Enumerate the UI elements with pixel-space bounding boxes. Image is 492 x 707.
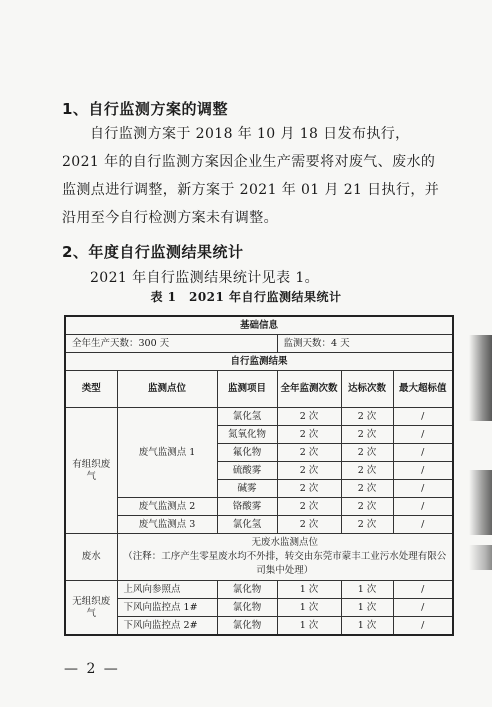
seal-edge-mark [469,470,492,535]
type-cell-organized: 有组织废气 [65,408,117,534]
compliant-cell: 2 次 [341,462,393,480]
basic-info-header: 基础信息 [65,316,453,335]
table-row [65,408,453,426]
table-row [65,534,453,581]
seal-edge-mark [469,335,492,421]
count-cell: 2 次 [277,444,341,462]
exceed-cell: / [393,498,453,516]
item-cell: 硫酸雾 [217,462,277,480]
results-header: 自行监测结果 [65,353,453,371]
col-header-type: 类型 [65,371,117,408]
table-row [65,316,453,335]
item-cell: 氟化物 [217,444,277,462]
count-cell: 2 次 [277,408,341,426]
exceed-cell: / [393,581,453,599]
point-cell: 下风向监控点 1# [117,599,217,617]
table-row [65,516,453,534]
count-cell: 2 次 [277,462,341,480]
col-header-point: 监测点位 [117,371,217,408]
col-header-max-exceed: 最大超标值 [393,371,453,408]
exceed-cell: / [393,444,453,462]
compliant-cell: 2 次 [341,444,393,462]
point-cell: 上风向参照点 [117,581,217,599]
type-cell-unorganized: 无组织废气 [65,581,117,636]
compliant-cell: 2 次 [341,480,393,498]
col-header-annual-count: 全年监测次数 [277,371,341,408]
item-cell: 氯化物 [217,581,277,599]
section-2-paragraph: 2021 年自行监测结果统计见表 1。 [90,270,320,286]
item-cell: 氯化物 [217,599,277,617]
table-row [65,498,453,516]
compliant-cell: 1 次 [341,581,393,599]
section-1-heading: 1、自行监测方案的调整 [62,100,228,118]
table-row [65,599,453,617]
item-cell: 氯化氢 [217,408,277,426]
point-cell: 下风向监控点 2# [117,617,217,636]
table-row [65,617,453,636]
exceed-cell: / [393,408,453,426]
count-cell: 1 次 [277,581,341,599]
page-number: — 2 — [64,661,120,677]
count-cell: 1 次 [277,617,341,636]
exceed-cell: / [393,516,453,534]
count-cell: 2 次 [277,480,341,498]
item-cell: 氯化物 [217,617,277,636]
section-2-heading: 2、年度自行监测结果统计 [62,243,244,261]
exceed-cell: / [393,480,453,498]
table-header-row [65,371,453,408]
col-header-compliant-count: 达标次数 [341,371,393,408]
wastewater-note-cell [117,534,453,581]
exceed-cell: / [393,462,453,480]
table-row [65,335,453,353]
compliant-cell: 2 次 [341,426,393,444]
point-cell: 废气监测点 1 [117,408,217,498]
type-cell-wastewater: 废水 [65,534,117,581]
count-cell: 2 次 [277,498,341,516]
item-cell: 铬酸雾 [217,498,277,516]
seal-edge-mark [469,545,492,570]
compliant-cell: 1 次 [341,617,393,636]
exceed-cell: / [393,426,453,444]
count-cell: 1 次 [277,599,341,617]
count-cell: 2 次 [277,426,341,444]
compliant-cell: 2 次 [341,498,393,516]
exceed-cell: / [393,599,453,617]
table-row [65,353,453,371]
col-header-item: 监测项目 [217,371,277,408]
item-cell: 碱雾 [217,480,277,498]
section-1-paragraph: 自行监测方案于 2018 年 10 月 18 日发布执行，2021 年的自行监测方案因企业生产需要将对废气、废水的监测点进行调整，新方案于 2021 年 01 月 21 日执行，并沿用至今自行检测方案未有调整。 [62,126,440,226]
compliant-cell: 2 次 [341,516,393,534]
compliant-cell: 2 次 [341,408,393,426]
table-row [65,581,453,599]
wastewater-line-1: 无废水监测点位 [251,537,319,548]
production-days-cell: 全年生产天数：300 天 [65,335,277,353]
item-cell: 氯化氢 [217,516,277,534]
count-cell: 2 次 [277,516,341,534]
exceed-cell: / [393,617,453,636]
point-cell: 废气监测点 2 [117,498,217,516]
point-cell: 废气监测点 3 [117,516,217,534]
compliant-cell: 1 次 [341,599,393,617]
item-cell: 氮氧化物 [217,426,277,444]
monitoring-days-cell: 监测天数：4 天 [277,335,453,353]
table-caption: 表 1 2021 年自行监测结果统计 [150,290,342,304]
wastewater-line-2: （注释：工序产生零星废水均不外排，转交由东莞市蒙丰工业污水处理有限公司集中处理） [123,551,447,576]
monitoring-results-table [64,315,454,636]
